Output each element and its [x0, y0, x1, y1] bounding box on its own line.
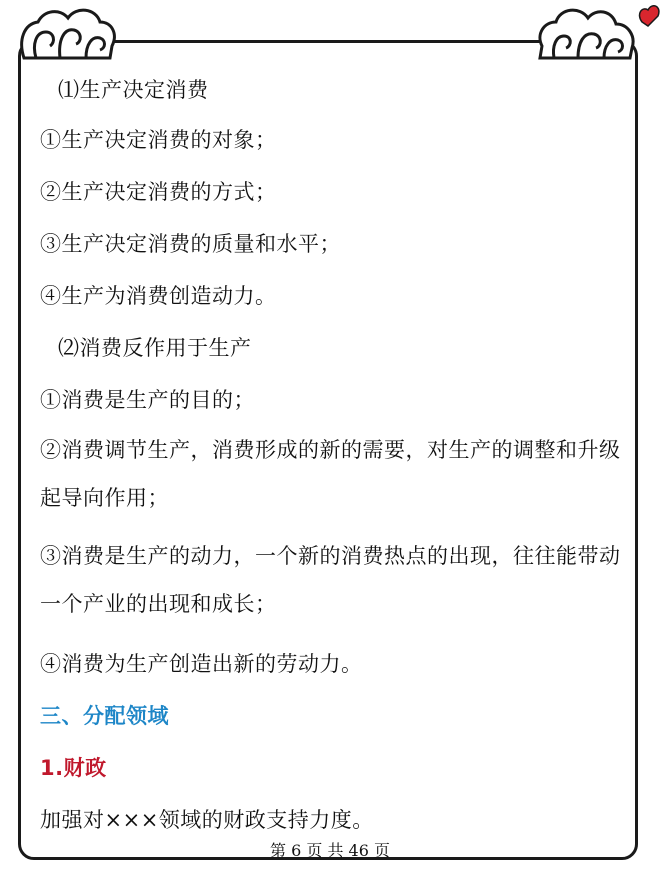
point-item: ③消费是生产的动力，一个新的消费热点的出现，往往能带动一个产业的出现和成长；: [40, 544, 621, 616]
point-item: ①生产决定消费的对象；: [40, 128, 277, 152]
section-heading: 三、分配领域: [40, 704, 169, 728]
point-heading-2: ⑵消费反作用于生产: [58, 336, 252, 360]
scroll-curl-right-icon: [532, 0, 660, 70]
page-number-footer: 第 6 页 共 46 页: [270, 841, 390, 860]
point-item: ①消费是生产的目的；: [40, 388, 255, 412]
point-item: ④生产为消费创造动力。: [40, 284, 277, 308]
point-item: ③生产决定消费的质量和水平；: [40, 232, 341, 256]
point-item: ②消费调节生产，消费形成的新的需要，对生产的调整和升级起导向作用；: [40, 438, 621, 510]
point-item: ②生产决定消费的方式；: [40, 180, 277, 204]
point-heading-1: ⑴生产决定消费: [58, 78, 209, 102]
point-item: ④消费为生产创造出新的劳动力。: [40, 652, 363, 676]
heart-icon: [640, 6, 659, 26]
scroll-curl-left-icon: [14, 0, 124, 70]
body-text: 加强对×××领域的财政支持力度。: [40, 808, 374, 832]
subsection-heading: 1.财政: [40, 756, 107, 780]
